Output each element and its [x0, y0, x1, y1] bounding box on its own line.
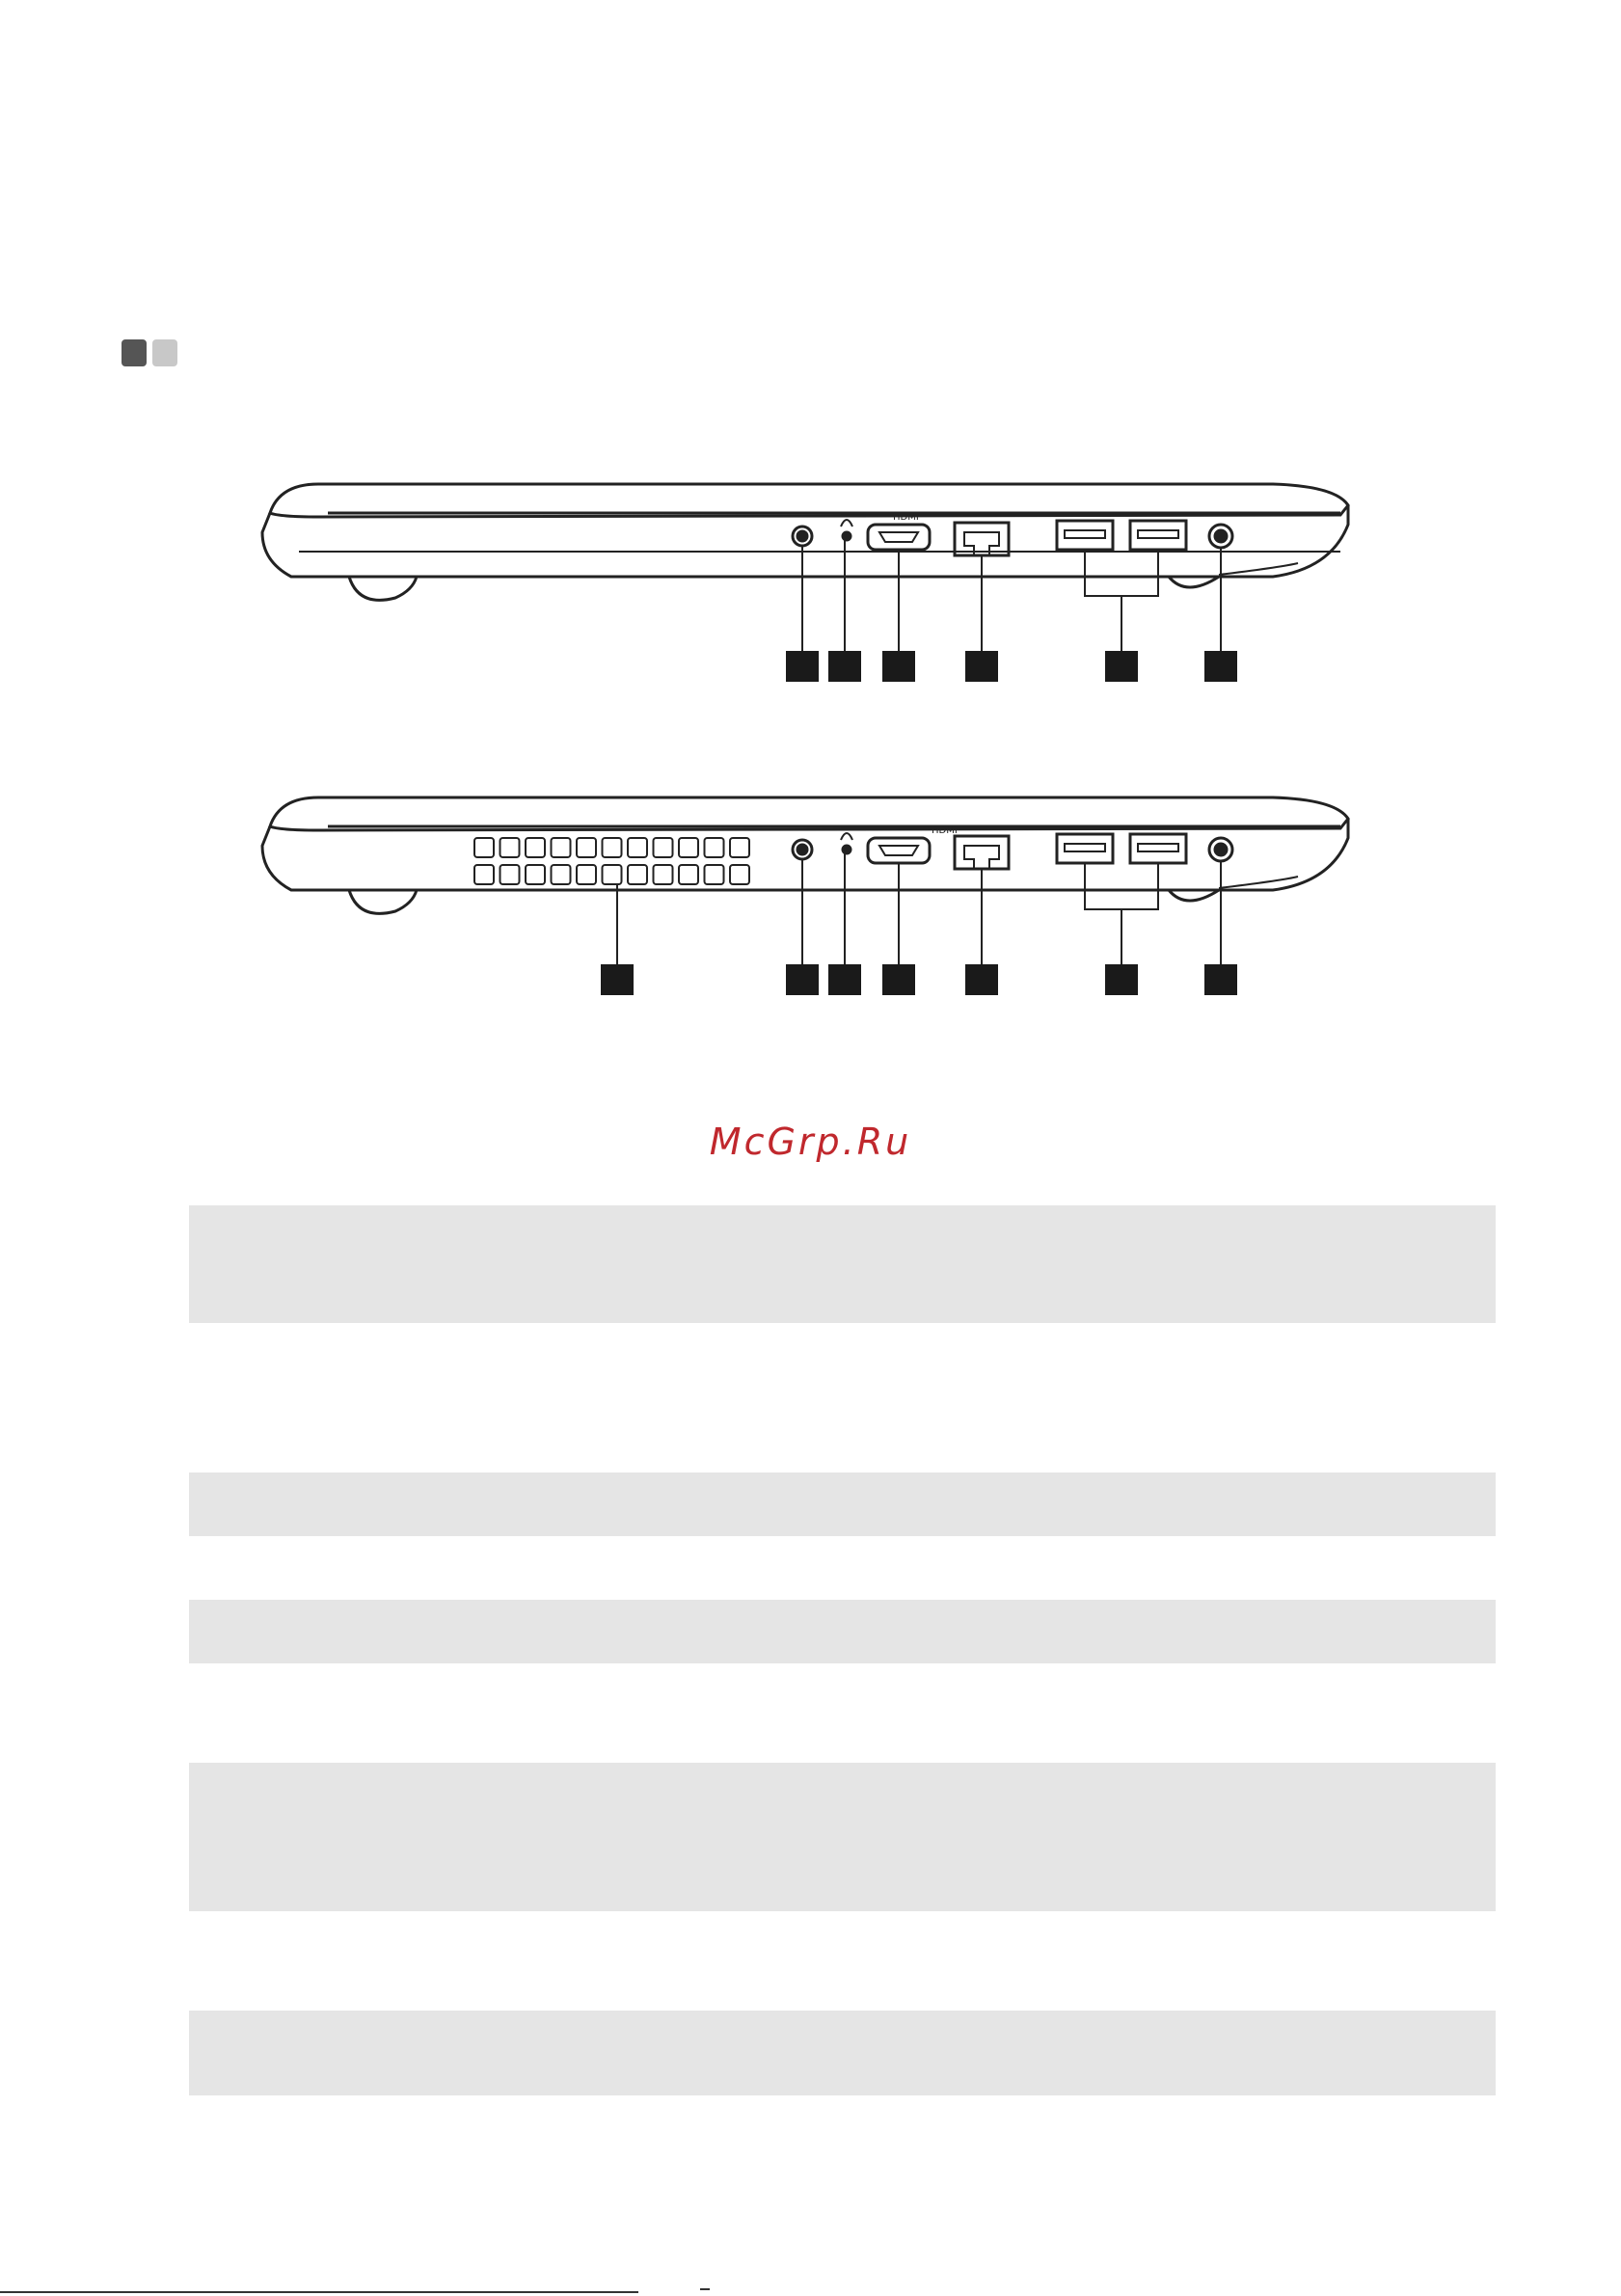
vent-slot [500, 838, 520, 857]
vent-slot [628, 865, 647, 884]
callout-box [965, 651, 998, 682]
watermark-text: McGrp.Ru [709, 1121, 912, 1163]
description-row-9 [189, 2011, 1496, 2095]
vent-slot [526, 838, 545, 857]
description-row-3 [189, 1472, 1496, 1536]
callout-box [882, 964, 915, 995]
foot-left [349, 890, 417, 913]
callout-box [1105, 651, 1138, 682]
vent-slot [577, 838, 596, 857]
callout-box [1204, 964, 1237, 995]
vent-slot [679, 865, 698, 884]
rj45-port [955, 523, 1009, 555]
hdmi-label: HDMI [893, 512, 919, 523]
laptop-side-view-top [0, 463, 1621, 694]
novo-button-hole [843, 846, 851, 853]
vent-slot [552, 838, 571, 857]
vent-slot [730, 865, 749, 884]
rj45-port [955, 836, 1009, 869]
footer-rule [0, 2291, 638, 2293]
callout-box [786, 651, 819, 682]
foot-right [1169, 890, 1219, 901]
callout-box [1105, 964, 1138, 995]
description-row-7 [189, 1763, 1496, 1911]
callout-box [882, 651, 915, 682]
vent-slot [474, 865, 494, 884]
description-row-5 [189, 1600, 1496, 1663]
section-marker-dark [122, 339, 147, 366]
vent-slot [654, 838, 673, 857]
vent-slot [730, 838, 749, 857]
vent-slot [500, 865, 520, 884]
section-marker-light [152, 339, 177, 366]
callout-box [1204, 651, 1237, 682]
description-row-1 [189, 1205, 1496, 1323]
novo-icon [841, 833, 852, 840]
vent-slot [603, 838, 622, 857]
callout-box [786, 964, 819, 995]
hdmi-label: HDMI [932, 825, 958, 836]
vent-slot [552, 865, 571, 884]
novo-button-hole [843, 532, 851, 540]
callout-box [965, 964, 998, 995]
hdmi-port [868, 525, 930, 550]
section-marker [122, 339, 179, 366]
novo-icon [841, 520, 852, 527]
laptop-side-view-bottom [0, 776, 1621, 1008]
vent-slot [526, 865, 545, 884]
callout-box [828, 964, 861, 995]
page-number-mark [700, 2288, 710, 2290]
vent-slot [577, 865, 596, 884]
vent-slot [679, 838, 698, 857]
vent-slot [603, 865, 622, 884]
air-vents [474, 838, 749, 884]
vent-slot [705, 865, 724, 884]
foot-left [349, 577, 417, 600]
vent-slot [474, 838, 494, 857]
hdmi-port [868, 838, 930, 863]
callout-box [828, 651, 861, 682]
vent-slot [654, 865, 673, 884]
callout-box [601, 964, 634, 995]
vent-slot [705, 838, 724, 857]
foot-right [1169, 577, 1219, 587]
vent-slot [628, 838, 647, 857]
